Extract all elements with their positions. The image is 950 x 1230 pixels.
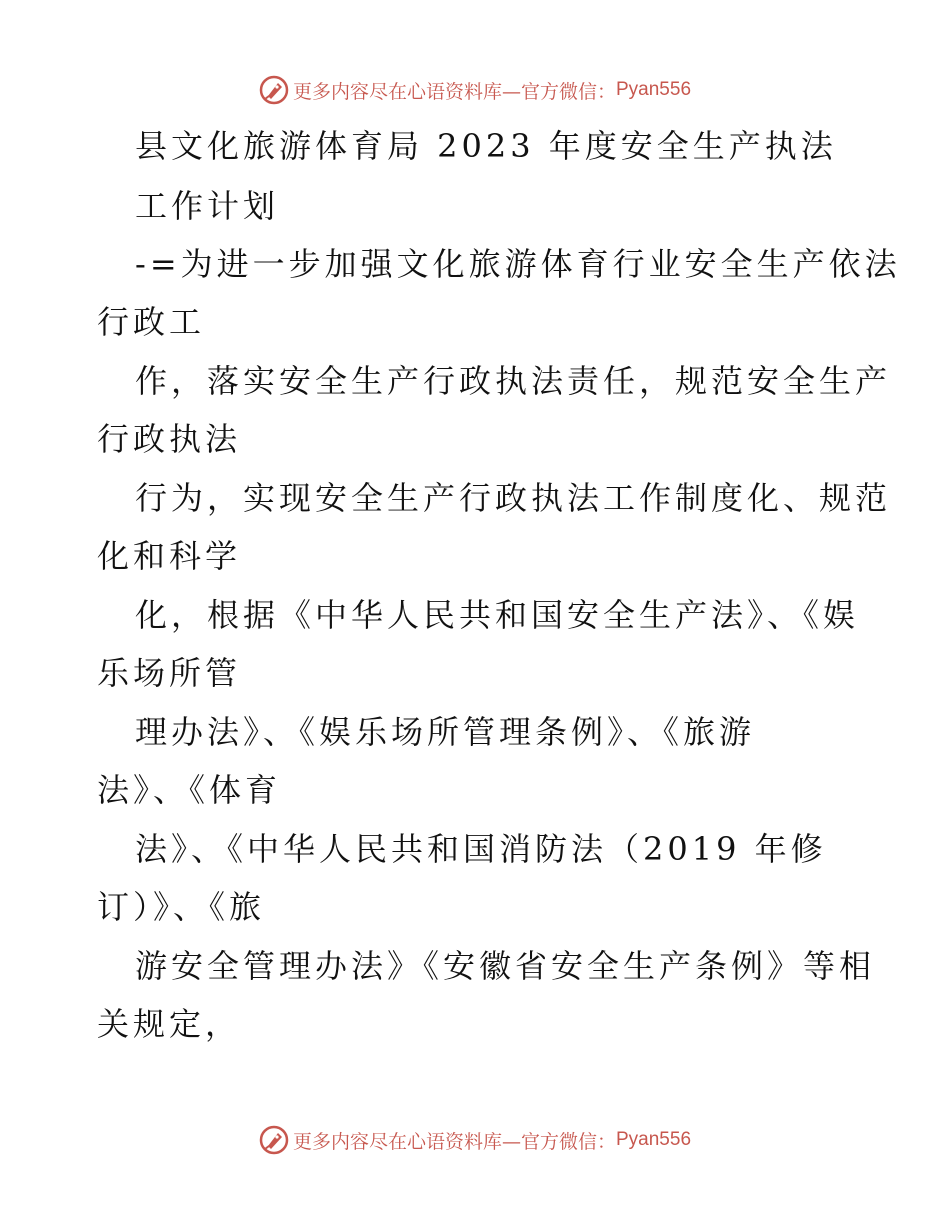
body-line: 法》、《体育 (97, 771, 282, 809)
body-line: 作，落实安全生产行政执法责任，规范安全生产 (135, 362, 892, 400)
document-title-line-1: 县文化旅游体育局 2023 年度安全生产执法 (135, 127, 837, 165)
body-line: 行政工 (97, 303, 206, 341)
body-line: 行为，实现安全生产行政执法工作制度化、规范 (135, 479, 892, 517)
pen-nib-logo-icon (259, 75, 289, 105)
document-title-line-2: 工作计划 (135, 187, 280, 225)
body-line: 游安全管理办法》《安徽省安全生产条例》等相 (135, 947, 876, 985)
body-line: 理办法》、《娱乐场所管理条例》、《旅游 (135, 713, 756, 751)
body-line: 法》、《中华人民共和国消防法（2019 年修 (135, 830, 827, 868)
body-line: -=为进一步加强文化旅游体育行业安全生产依法 (135, 245, 901, 283)
body-line: 订）》、《旅 (97, 888, 266, 926)
body-line: 乐场所管 (97, 654, 242, 692)
body-line: 化，根据《中华人民共和国安全生产法》、《娱 (135, 596, 860, 634)
header-watermark (0, 70, 950, 110)
body-line: 行政执法 (97, 420, 242, 458)
watermark-text: 更多内容尽在心语资料库—官方微信： (292, 80, 616, 103)
watermark-wechat-id: Pyan556 (616, 1129, 692, 1150)
body-line: 关规定， (97, 1005, 242, 1043)
footer-watermark (0, 1120, 950, 1160)
watermark-text: 更多内容尽在心语资料库—官方微信： (292, 1130, 616, 1153)
pen-nib-logo-icon (259, 1125, 289, 1155)
watermark-wechat-id: Pyan556 (616, 79, 692, 100)
body-line: 化和科学 (97, 537, 242, 575)
